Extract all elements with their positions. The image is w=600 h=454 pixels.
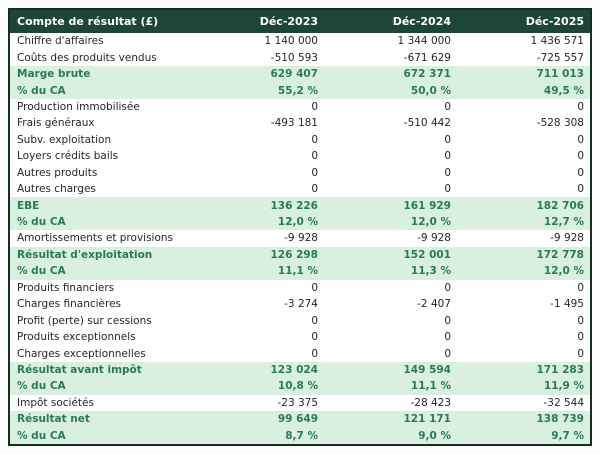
row-label: Production immobilisée [17, 100, 140, 113]
table-row [10, 345, 590, 361]
table-row [10, 66, 590, 82]
row-value: -671 629 [403, 51, 451, 64]
table-row [10, 395, 590, 411]
row-label: Charges exceptionnelles [17, 347, 146, 360]
row-label: Résultat d'exploitation [17, 248, 153, 261]
table-row [10, 230, 590, 246]
row-value: 12,0 % [543, 265, 584, 278]
table-row [10, 280, 590, 296]
row-value: 11,1 % [277, 265, 318, 278]
row-value: 161 929 [403, 199, 451, 212]
row-label: Autres charges [17, 183, 96, 196]
table-row [10, 296, 590, 312]
row-value: 0 [311, 150, 318, 163]
row-value: -510 593 [270, 51, 318, 64]
table-header-row [10, 10, 590, 33]
row-label: Impôt sociétés [17, 396, 94, 409]
row-label: % du CA [17, 380, 66, 393]
table-row [10, 247, 590, 263]
row-value: 0 [311, 331, 318, 344]
table-row [10, 148, 590, 164]
row-value: 0 [444, 281, 451, 294]
row-value: 0 [311, 314, 318, 327]
row-value: 0 [577, 347, 584, 360]
row-value: 0 [577, 183, 584, 196]
row-value: -528 308 [536, 117, 584, 130]
row-value: 0 [444, 347, 451, 360]
table-row [10, 411, 590, 427]
table-row [10, 312, 590, 328]
row-value: 0 [311, 281, 318, 294]
table-row [10, 362, 590, 378]
row-value: 99 649 [277, 413, 318, 426]
row-label: % du CA [17, 84, 66, 97]
row-label: Loyers crédits bails [17, 150, 119, 163]
row-value: 121 171 [403, 413, 451, 426]
row-value: 136 226 [270, 199, 318, 212]
row-value: 12,7 % [543, 216, 584, 229]
row-value: 0 [577, 150, 584, 163]
row-value: 49,5 % [543, 84, 584, 97]
row-value: 50,0 % [410, 84, 451, 97]
row-value: 0 [577, 166, 584, 179]
table-row [10, 428, 590, 444]
row-value: -32 544 [543, 396, 584, 409]
row-value: 0 [311, 166, 318, 179]
row-label: Produits exceptionnels [17, 331, 136, 344]
row-value: 171 283 [536, 363, 584, 376]
row-label: Charges financières [17, 298, 122, 311]
row-label: EBE [17, 199, 40, 212]
row-label: Subv. exploitation [17, 133, 112, 146]
row-label: % du CA [17, 429, 66, 442]
table-body [10, 33, 590, 444]
table-row [10, 33, 590, 49]
table-row [10, 49, 590, 65]
row-label: Autres produits [17, 166, 98, 179]
row-value: 149 594 [403, 363, 451, 376]
row-value: 55,2 % [277, 84, 318, 97]
row-value: 1 436 571 [530, 35, 584, 48]
row-label: Profit (perte) sur cessions [17, 314, 152, 327]
row-value: 9,7 % [551, 429, 584, 442]
table-row [10, 329, 590, 345]
row-value: 0 [444, 100, 451, 113]
row-value: 711 013 [536, 68, 584, 81]
column-header-dec-2024: Déc-2024 [392, 15, 451, 28]
table-row [10, 378, 590, 394]
row-value: 0 [577, 314, 584, 327]
row-value: 11,1 % [410, 380, 451, 393]
row-label: Frais généraux [17, 117, 95, 130]
row-value: 126 298 [270, 248, 318, 261]
income-statement-table [8, 8, 592, 446]
row-value: -2 407 [417, 298, 451, 311]
row-label: % du CA [17, 216, 66, 229]
table-title: Compte de résultat (£) [17, 15, 159, 28]
row-value: 182 706 [536, 199, 584, 212]
row-value: 9,0 % [418, 429, 451, 442]
row-value: 0 [577, 133, 584, 146]
table-row [10, 181, 590, 197]
row-value: 8,7 % [285, 429, 318, 442]
row-value: 0 [444, 166, 451, 179]
row-value: 152 001 [403, 248, 451, 261]
row-value: 0 [444, 314, 451, 327]
table-row [10, 132, 590, 148]
row-label: Résultat net [17, 413, 90, 426]
row-value: 123 024 [270, 363, 318, 376]
row-label: Produits financiers [17, 281, 115, 294]
row-value: 172 778 [536, 248, 584, 261]
row-value: 0 [311, 133, 318, 146]
row-value: 0 [444, 133, 451, 146]
row-value: 0 [577, 100, 584, 113]
row-value: 1 140 000 [264, 35, 318, 48]
row-label: Amortissements et provisions [17, 232, 174, 245]
row-value: 0 [311, 347, 318, 360]
row-label: Résultat avant impôt [17, 363, 142, 376]
row-value: 0 [444, 331, 451, 344]
row-value: 12,0 % [277, 216, 318, 229]
row-value: 11,9 % [543, 380, 584, 393]
table-row [10, 82, 590, 98]
row-value: -725 557 [536, 51, 584, 64]
row-value: -28 423 [410, 396, 451, 409]
table-row [10, 214, 590, 230]
column-header-dec-2023: Déc-2023 [259, 15, 318, 28]
row-value: -493 181 [270, 117, 318, 130]
table-row [10, 263, 590, 279]
row-label: Marge brute [17, 68, 91, 81]
row-label: % du CA [17, 265, 66, 278]
row-value: 0 [577, 281, 584, 294]
row-value: -510 442 [403, 117, 451, 130]
table-row [10, 99, 590, 115]
row-value: -9 928 [550, 232, 584, 245]
row-value: 0 [311, 100, 318, 113]
row-value: 0 [444, 150, 451, 163]
row-value: -1 495 [550, 298, 584, 311]
row-value: 138 739 [536, 413, 584, 426]
row-value: 1 344 000 [397, 35, 451, 48]
row-label: Chiffre d'affaires [17, 35, 104, 48]
table-row [10, 115, 590, 131]
table-row [10, 197, 590, 213]
row-value: 0 [577, 331, 584, 344]
row-value: -23 375 [277, 396, 318, 409]
row-value: -3 274 [284, 298, 318, 311]
row-value: 0 [311, 183, 318, 196]
row-value: -9 928 [417, 232, 451, 245]
row-value: 0 [444, 183, 451, 196]
row-value: 672 371 [403, 68, 451, 81]
table-row [10, 165, 590, 181]
row-label: Coûts des produits vendus [17, 51, 157, 64]
row-value: 11,3 % [410, 265, 451, 278]
row-value: 10,8 % [277, 380, 318, 393]
row-value: 12,0 % [410, 216, 451, 229]
column-header-dec-2025: Déc-2025 [525, 15, 584, 28]
row-value: 629 407 [270, 68, 318, 81]
row-value: -9 928 [284, 232, 318, 245]
